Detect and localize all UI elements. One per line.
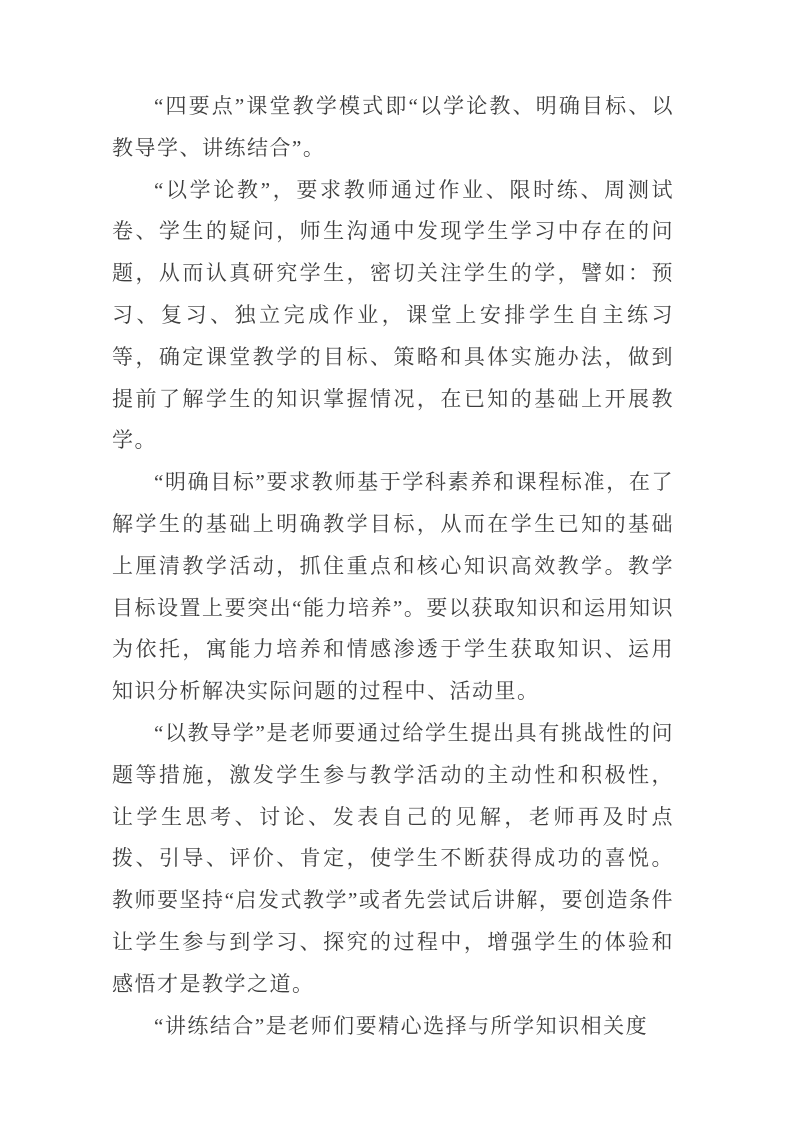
document-text [112, 86, 674, 1047]
paragraph: “以学论教”，要求教师通过作业、限时练、周测试卷、学生的疑问，师生沟通中发现学生学习中存在的问题，从而认真研究学生，密切关注学生的学，譬如：预习、复习、独立完成作业，课堂上安排学生自主练习等，确定课堂教学的目标、策略和具体实施办法，做到提前了解学生的知识掌握情况，在已知的基础上开展教学。 [112, 177, 674, 453]
paragraph: “四要点”课堂教学模式即“以学论教、明确目标、以教导学、讲练结合”。 [112, 94, 674, 160]
paragraph: “讲练结合”是老师们要精心选择与所学知识相关度 [154, 1013, 649, 1038]
paragraph: “明确目标”要求教师基于学科素养和课程标准，在了解学生的基础上明确教学目标，从而在学生已知的基础上厘清教学活动，抓住重点和核心知识高效教学。教学目标设置上要突出“能力培养”。要以获取知识和运用知识为依托，寓能力培养和情感渗透于学生获取知识、运用知识分析解决实际问题的过程中、活动里。 [112, 470, 674, 704]
paragraph: “以教导学”是老师要通过给学生提出具有挑战性的问题等措施，激发学生参与教学活动的主动性和积极性，让学生思考、讨论、发表自己的见解，老师再及时点拨、引导、评价、肯定，使学生不断获得成功的喜悦。教师要坚持“启发式教学”或者先尝试后讲解，要创造条件让学生参与到学习、探究的过程中，增强学生的体验和感悟才是教学之道。 [112, 720, 674, 996]
